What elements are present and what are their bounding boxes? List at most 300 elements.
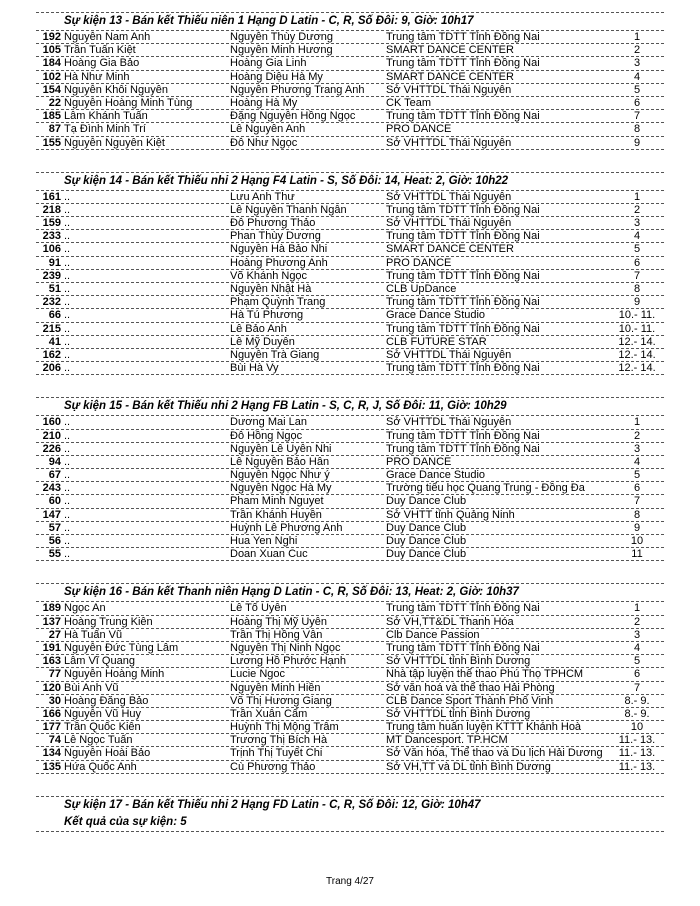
partner-name: Trần Khánh Huyền bbox=[230, 508, 322, 521]
table-row bbox=[36, 628, 664, 641]
placement: 7 bbox=[633, 681, 641, 694]
club-name: Trung tâm TDTT Tỉnh Đồng Nai bbox=[386, 641, 540, 654]
couple-number: 215 bbox=[42, 322, 61, 335]
club-name: CLB FUTURE STAR bbox=[386, 335, 487, 348]
partner-name: Đỗ Hồng Ngọc bbox=[230, 429, 303, 442]
table-row bbox=[36, 70, 664, 83]
placement: 8.- 9. bbox=[624, 707, 650, 720]
couple-number: 243 bbox=[42, 482, 61, 495]
partner-name: Lưu Anh Thư bbox=[230, 190, 295, 203]
event-block bbox=[36, 12, 664, 150]
partner-name: Nguyễn Phương Trang Anh bbox=[230, 83, 365, 96]
placement: 11.- 13. bbox=[618, 734, 656, 747]
table-row bbox=[36, 746, 664, 759]
couple-number: 233 bbox=[42, 230, 61, 243]
partner-name: Lê Bảo Anh bbox=[230, 322, 287, 335]
partner-name: Huỳnh Lê Phương Anh bbox=[230, 521, 343, 534]
page-number: Trang 4/27 bbox=[326, 876, 374, 887]
partner-name: Nguyễn Minh Hương bbox=[230, 44, 333, 57]
table-row bbox=[36, 295, 664, 308]
partner-name: Nguyễn Trà Giang bbox=[230, 348, 320, 361]
table-row bbox=[36, 508, 664, 521]
couple-number: 206 bbox=[42, 362, 61, 375]
couple-number: 56 bbox=[48, 535, 61, 547]
leader-name: Lê Ngọc Tuấn bbox=[64, 734, 133, 747]
partner-name: Hoàng Hà My bbox=[230, 96, 298, 109]
table-row bbox=[36, 534, 664, 547]
table-row bbox=[36, 681, 664, 694]
leader-name: .. bbox=[64, 442, 71, 455]
table-row bbox=[36, 256, 664, 269]
club-name: Sở VHTTDL tỉnh Bình Dương bbox=[386, 655, 531, 668]
club-name: MT Dancesport. TP.HCM bbox=[386, 734, 508, 747]
leader-name: .. bbox=[64, 190, 71, 203]
leader-name: Tạ Đình Minh Trí bbox=[64, 123, 146, 136]
partner-name: Nguyễn Minh Hiền bbox=[230, 681, 321, 694]
table-row bbox=[36, 136, 664, 150]
partner-name: Hoàng Diệu Hà My bbox=[230, 70, 323, 83]
partner-name: Trần Xuân Cẩm bbox=[230, 707, 308, 720]
placement: 5 bbox=[633, 655, 641, 668]
club-name: Trung tâm TDTT Tỉnh Đồng Nai bbox=[386, 429, 540, 442]
couple-number: 210 bbox=[42, 429, 61, 442]
placement: 12.- 14. bbox=[618, 362, 656, 375]
partner-name: Nguyễn Thị Ninh Ngọc bbox=[230, 641, 341, 654]
leader-name: Hà Như Minh bbox=[64, 70, 130, 83]
partner-name: Phan Thùy Dương bbox=[230, 230, 321, 243]
table-row bbox=[36, 43, 664, 56]
table-row bbox=[36, 468, 664, 481]
table-row bbox=[36, 335, 664, 348]
club-name: Duy Dance Club bbox=[386, 495, 467, 508]
couple-number: 134 bbox=[42, 747, 61, 760]
couple-number: 166 bbox=[42, 707, 61, 720]
couple-number: 51 bbox=[48, 283, 61, 295]
placement: 1 bbox=[633, 602, 641, 615]
table-row bbox=[36, 361, 664, 375]
placement: 11.- 13. bbox=[618, 747, 656, 760]
table-row bbox=[36, 601, 664, 614]
partner-name: Cù Phương Thảo bbox=[230, 760, 316, 773]
table-row bbox=[36, 481, 664, 494]
leader-name: .. bbox=[64, 269, 71, 282]
couple-number: 60 bbox=[48, 495, 61, 508]
event-result-note: Kết quả của sự kiện: 5 bbox=[64, 815, 187, 828]
leader-name: Nguyễn Nguyên Kiệt bbox=[64, 136, 165, 149]
table-row bbox=[36, 615, 664, 628]
couple-number: 87 bbox=[48, 123, 61, 136]
partner-name: Hoàng Gia Linh bbox=[230, 57, 307, 70]
leader-name: .. bbox=[64, 508, 71, 521]
leader-name: .. bbox=[64, 416, 71, 429]
table-row bbox=[36, 203, 664, 216]
event-title: Sự kiện 17 - Bán kết Thiếu nhi 2 Hạng FD Latin - C, R, Số Đôi: 12, Giờ: 10h47 bbox=[36, 796, 664, 814]
leader-name: Lâm Khánh Tuấn bbox=[64, 110, 148, 123]
leader-name: Nguyễn Hoàng Minh Tùng bbox=[64, 96, 193, 109]
couple-number: 177 bbox=[42, 721, 61, 734]
table-row bbox=[36, 109, 664, 122]
partner-name: Nguyễn Ngọc Hà My bbox=[230, 482, 332, 495]
couple-number: 147 bbox=[42, 508, 61, 521]
club-name: PRO DANCE bbox=[386, 256, 452, 269]
club-name: Sở Văn hóa, Thể thao và Du lịch Hải Dương bbox=[386, 747, 603, 760]
club-name: Nhà tập luyện thể thao Phú Thọ TPHCM bbox=[386, 668, 584, 681]
partner-name: Trương Thị Bích Hà bbox=[230, 734, 328, 747]
couple-number: 102 bbox=[42, 70, 61, 83]
partner-name: Lê Nguyễn Thanh Ngân bbox=[230, 203, 347, 216]
placement: 10.- 11. bbox=[618, 309, 656, 322]
placement: 3 bbox=[633, 442, 641, 455]
couple-number: 41 bbox=[48, 335, 61, 348]
placement: 10.- 11. bbox=[618, 322, 656, 335]
partner-name: Lê Mỹ Duyên bbox=[230, 335, 295, 348]
partner-name: Hua Yen Nghi bbox=[230, 535, 298, 547]
club-name: SMART DANCE CENTER bbox=[386, 44, 514, 57]
leader-name: .. bbox=[64, 362, 71, 375]
table-row bbox=[36, 547, 664, 561]
couple-number: 160 bbox=[42, 416, 61, 429]
table-row bbox=[36, 229, 664, 242]
couple-number: 74 bbox=[48, 734, 61, 747]
results-table bbox=[36, 601, 664, 773]
club-name: Trung tâm TDTT Tỉnh Đồng Nai bbox=[386, 322, 540, 335]
leader-name: Hoàng Trung Kiên bbox=[64, 615, 153, 628]
partner-name: Nguyễn Hà Bảo Nhi bbox=[230, 243, 328, 256]
club-name: Trung tâm huấn luyện KTTT Khánh Hoà bbox=[386, 721, 582, 734]
event-block bbox=[36, 796, 664, 832]
couple-number: 162 bbox=[42, 348, 61, 361]
leader-name: Hoàng Gia Bảo bbox=[64, 57, 140, 70]
results-page bbox=[36, 12, 664, 832]
club-name: Trung tâm TDTT Tỉnh Đồng Nai bbox=[386, 269, 540, 282]
club-name: CLB Dance Sport Thành Phố Vinh bbox=[386, 694, 554, 707]
table-row bbox=[36, 760, 664, 774]
section-spacer bbox=[36, 774, 664, 796]
couple-number: 106 bbox=[42, 243, 61, 256]
club-name: PRO DANCE bbox=[386, 455, 452, 468]
placement: 3 bbox=[633, 57, 641, 70]
club-name: Trung tâm TDTT Tỉnh Đồng Nai bbox=[386, 296, 540, 309]
leader-name: .. bbox=[64, 256, 71, 269]
leader-name: Nguyễn Hoài Bảo bbox=[64, 747, 151, 760]
partner-name: Nguyễn Nhật Hà bbox=[230, 283, 312, 295]
placement: 4 bbox=[633, 230, 641, 243]
partner-name: Pham Minh Nguyet bbox=[230, 495, 324, 508]
leader-name: .. bbox=[64, 495, 71, 508]
placement: 7 bbox=[633, 269, 641, 282]
club-name: CK Team bbox=[386, 96, 432, 109]
couple-number: 22 bbox=[48, 96, 61, 109]
partner-name: Nguyễn Thùy Dương bbox=[230, 31, 334, 43]
leader-name: Trần Tuấn Kiệt bbox=[64, 44, 136, 57]
table-row bbox=[36, 242, 664, 255]
club-name: Duy Dance Club bbox=[386, 535, 467, 547]
table-row bbox=[36, 190, 664, 203]
partner-name: Hà Tú Phương bbox=[230, 309, 304, 322]
partner-name: Trần Thị Hồng Vân bbox=[230, 628, 323, 641]
leader-name: .. bbox=[64, 230, 71, 243]
club-name: Sở VHTTDL Thái Nguyên bbox=[386, 416, 512, 429]
club-name: Sở VHTTDL tỉnh Bình Dương bbox=[386, 707, 531, 720]
partner-name: Đỗ Như Ngọc bbox=[230, 136, 298, 149]
table-row bbox=[36, 641, 664, 654]
table-row bbox=[36, 494, 664, 507]
leader-name: Hoàng Đăng Bảo bbox=[64, 694, 149, 707]
table-row bbox=[36, 83, 664, 96]
leader-name: .. bbox=[64, 335, 71, 348]
leader-name: .. bbox=[64, 322, 71, 335]
placement: 5 bbox=[633, 83, 641, 96]
couple-number: 105 bbox=[42, 44, 61, 57]
event-title: Sự kiện 14 - Bán kết Thiếu nhi 2 Hạng F4 Latin - S, Số Đôi: 14, Heat: 2, Giờ: 10h22 bbox=[36, 172, 664, 190]
placement: 3 bbox=[633, 217, 641, 230]
placement: 12.- 14. bbox=[618, 335, 656, 348]
partner-name: Lương Hồ Phước Hạnh bbox=[230, 655, 346, 668]
couple-number: 67 bbox=[48, 469, 61, 482]
leader-name: .. bbox=[64, 283, 71, 295]
partner-name: Lê Nguyễn Bảo Hân bbox=[230, 455, 330, 468]
couple-number: 218 bbox=[42, 203, 61, 216]
table-row bbox=[36, 122, 664, 135]
leader-name: .. bbox=[64, 243, 71, 256]
leader-name: .. bbox=[64, 482, 71, 495]
couple-number: 184 bbox=[42, 57, 61, 70]
placement: 11.- 13. bbox=[618, 760, 656, 773]
partner-name: Nguyễn Lê Uyên Nhi bbox=[230, 442, 332, 455]
section-spacer bbox=[36, 375, 664, 397]
club-name: Sở VHTTDL Thái Nguyên bbox=[386, 217, 512, 230]
table-row bbox=[36, 521, 664, 534]
placement: 3 bbox=[633, 628, 641, 641]
placement: 1 bbox=[633, 416, 641, 429]
partner-name: Phạm Quỳnh Trang bbox=[230, 296, 326, 309]
couple-number: 77 bbox=[48, 668, 61, 681]
partner-name: Đỗ Phương Thảo bbox=[230, 217, 316, 230]
leader-name: Bùi Anh Vũ bbox=[64, 681, 119, 694]
leader-name: Nguyễn Khôi Nguyên bbox=[64, 83, 168, 96]
section-spacer bbox=[36, 561, 664, 583]
placement: 8.- 9. bbox=[624, 694, 650, 707]
placement: 9 bbox=[633, 136, 641, 149]
club-name: Clb Dance Passion bbox=[386, 628, 480, 641]
placement: 5 bbox=[633, 243, 641, 256]
placement: 1 bbox=[633, 31, 641, 43]
table-row bbox=[36, 733, 664, 746]
club-name: Sở văn hoá và thể thao Hải Phòng bbox=[386, 681, 555, 694]
placement: 7 bbox=[633, 495, 641, 508]
table-row bbox=[36, 308, 664, 321]
club-name: Trung tâm TDTT Tỉnh Đồng Nai bbox=[386, 362, 540, 375]
divider bbox=[36, 831, 664, 832]
couple-number: 191 bbox=[42, 641, 61, 654]
placement: 6 bbox=[633, 96, 641, 109]
club-name: Trung tâm TDTT Tỉnh Đồng Nai bbox=[386, 31, 540, 43]
couple-number: 232 bbox=[42, 296, 61, 309]
placement: 12.- 14. bbox=[618, 348, 656, 361]
placement: 2 bbox=[633, 203, 641, 216]
club-name: Duy Dance Club bbox=[386, 548, 467, 561]
table-row bbox=[36, 654, 664, 667]
club-name: Sở VHTTDL Thái Nguyên bbox=[386, 83, 512, 96]
table-row bbox=[36, 429, 664, 442]
placement: 2 bbox=[633, 44, 641, 57]
placement: 9 bbox=[633, 296, 641, 309]
placement: 10 bbox=[630, 721, 644, 734]
table-row bbox=[36, 216, 664, 229]
partner-name: Doan Xuan Cuc bbox=[230, 548, 308, 561]
couple-number: 94 bbox=[48, 455, 61, 468]
table-row bbox=[36, 415, 664, 428]
section-spacer bbox=[36, 150, 664, 172]
placement: 11 bbox=[631, 548, 643, 561]
table-row bbox=[36, 667, 664, 680]
table-row bbox=[36, 96, 664, 109]
table-row bbox=[36, 694, 664, 707]
club-name: SMART DANCE CENTER bbox=[386, 70, 514, 83]
table-row bbox=[36, 269, 664, 282]
couple-number: 189 bbox=[42, 602, 61, 615]
event-block bbox=[36, 172, 664, 376]
partner-name: Lucie Ngoc bbox=[230, 668, 286, 681]
partner-name: Trịnh Thị Tuyết Chi bbox=[230, 747, 323, 760]
club-name: CLB UpDance bbox=[386, 283, 457, 295]
partner-name: Đặng Nguyễn Hồng Ngọc bbox=[230, 110, 356, 123]
partner-name: Lê Nguyên Anh bbox=[230, 123, 306, 136]
placement: 8 bbox=[633, 283, 641, 295]
leader-name: .. bbox=[64, 296, 71, 309]
table-row bbox=[36, 322, 664, 335]
leader-name: Lâm Vĩ Quang bbox=[64, 655, 135, 668]
leader-name: Hứa Quốc Anh bbox=[64, 760, 137, 773]
placement: 9 bbox=[633, 521, 641, 534]
leader-name: Nguyễn Vũ Huy bbox=[64, 707, 142, 720]
leader-name: Nguyễn Hoàng Minh bbox=[64, 668, 165, 681]
couple-number: 30 bbox=[48, 694, 61, 707]
table-row bbox=[36, 282, 664, 295]
partner-name: Bùi Hà Vy bbox=[230, 362, 279, 375]
couple-number: 137 bbox=[42, 615, 61, 628]
club-name: Sở VHTTDL Thái Nguyên bbox=[386, 190, 512, 203]
club-name: Trường tiểu học Quang Trung - Đồng Đa bbox=[386, 482, 585, 495]
placement: 8 bbox=[633, 508, 641, 521]
club-name: PRO DANCE bbox=[386, 123, 452, 136]
results-table bbox=[36, 30, 664, 150]
partner-name: Hoàng Phương Anh bbox=[230, 256, 328, 269]
couple-number: 163 bbox=[42, 655, 61, 668]
club-name: Trung tâm TDTT Tỉnh Đồng Nai bbox=[386, 203, 540, 216]
leader-name: .. bbox=[64, 521, 71, 534]
placement: 4 bbox=[633, 70, 641, 83]
table-row bbox=[36, 348, 664, 361]
club-name: SMART DANCE CENTER bbox=[386, 243, 514, 256]
leader-name: .. bbox=[64, 548, 71, 561]
partner-name: Nguyễn Ngọc Như ý bbox=[230, 469, 330, 482]
event-block bbox=[36, 583, 664, 773]
partner-name: Võ Thị Hương Giang bbox=[230, 694, 332, 707]
leader-name: Nguyễn Nam Anh bbox=[64, 31, 151, 43]
couple-number: 66 bbox=[48, 309, 61, 322]
event-title: Sự kiện 13 - Bán kết Thiếu niên 1 Hạng D Latin - C, R, Số Đôi: 9, Giờ: 10h17 bbox=[36, 12, 664, 30]
club-name: Trung tâm TDTT Tỉnh Đồng Nai bbox=[386, 442, 540, 455]
table-row bbox=[36, 707, 664, 720]
event-block bbox=[36, 397, 664, 561]
partner-name: Lê Tố Uyên bbox=[230, 602, 287, 615]
club-name: Grace Dance Studio bbox=[386, 469, 486, 482]
placement: 6 bbox=[633, 482, 641, 495]
couple-number: 154 bbox=[42, 83, 61, 96]
event-title: Sự kiện 15 - Bán kết Thiếu nhi 2 Hạng FB Latin - S, C, R, J, Số Đôi: 11, Giờ: 10h29 bbox=[36, 397, 664, 415]
leader-name: .. bbox=[64, 455, 71, 468]
couple-number: 55 bbox=[48, 548, 61, 561]
leader-name: .. bbox=[64, 469, 71, 482]
placement: 4 bbox=[633, 455, 641, 468]
table-row bbox=[36, 455, 664, 468]
club-name: Trung tâm TDTT Tỉnh Đồng Nai bbox=[386, 110, 540, 123]
leader-name: .. bbox=[64, 217, 71, 230]
club-name: Trung tâm TDTT Tỉnh Đồng Nai bbox=[386, 230, 540, 243]
leader-name: .. bbox=[64, 203, 71, 216]
couple-number: 159 bbox=[42, 217, 61, 230]
club-name: Sở VHTTDL Thái Nguyên bbox=[386, 136, 512, 149]
leader-name: .. bbox=[64, 348, 71, 361]
event-title: Sự kiện 16 - Bán kết Thanh niên Hạng D Latin - C, R, Số Đôi: 13, Heat: 2, Giờ: 10h37 bbox=[36, 583, 664, 601]
couple-number: 27 bbox=[48, 628, 61, 641]
couple-number: 185 bbox=[42, 110, 61, 123]
partner-name: Hoàng Thị Mỹ Uyên bbox=[230, 615, 328, 628]
couple-number: 57 bbox=[48, 521, 61, 534]
leader-name: .. bbox=[64, 535, 71, 547]
placement: 2 bbox=[633, 429, 641, 442]
couple-number: 120 bbox=[42, 681, 61, 694]
table-row bbox=[36, 720, 664, 733]
couple-number: 135 bbox=[42, 760, 61, 773]
couple-number: 161 bbox=[42, 190, 61, 203]
leader-name: Nguyễn Đức Tùng Lâm bbox=[64, 641, 179, 654]
placement: 1 bbox=[633, 190, 641, 203]
club-name: Sở VH,TT và DL tỉnh Bình Dương bbox=[386, 760, 551, 773]
couple-number: 91 bbox=[48, 256, 61, 269]
club-name: Sở VH,TT&DL Thanh Hóa bbox=[386, 615, 514, 628]
club-name: Trung tâm TDTT Tỉnh Đồng Nai bbox=[386, 57, 540, 70]
couple-number: 155 bbox=[42, 136, 61, 149]
placement: 5 bbox=[633, 469, 641, 482]
couple-number: 192 bbox=[42, 31, 61, 43]
leader-name: Ngọc An bbox=[64, 602, 106, 615]
table-row bbox=[36, 30, 664, 43]
table-row bbox=[36, 56, 664, 69]
partner-name: Huỳnh Thị Mộng Trâm bbox=[230, 721, 339, 734]
table-row bbox=[36, 442, 664, 455]
placement: 10 bbox=[630, 535, 644, 547]
club-name: Sở VHTT tỉnh Quảng Ninh bbox=[386, 508, 515, 521]
partner-name: Dương Mai Lan bbox=[230, 416, 307, 429]
placement: 4 bbox=[633, 641, 641, 654]
results-table bbox=[36, 190, 664, 376]
club-name: Sở VHTTDL Thái Nguyên bbox=[386, 348, 512, 361]
placement: 8 bbox=[633, 123, 641, 136]
club-name: Trung tâm TDTT Tỉnh Đồng Nai bbox=[386, 602, 540, 615]
partner-name: Võ Khánh Ngọc bbox=[230, 269, 308, 282]
leader-name: .. bbox=[64, 429, 71, 442]
placement: 7 bbox=[633, 110, 641, 123]
placement: 6 bbox=[633, 668, 641, 681]
leader-name: Trần Quốc Kiên bbox=[64, 721, 141, 734]
placement: 2 bbox=[633, 615, 641, 628]
leader-name: .. bbox=[64, 309, 71, 322]
couple-number: 239 bbox=[42, 269, 61, 282]
placement: 6 bbox=[633, 256, 641, 269]
club-name: Grace Dance Studio bbox=[386, 309, 486, 322]
